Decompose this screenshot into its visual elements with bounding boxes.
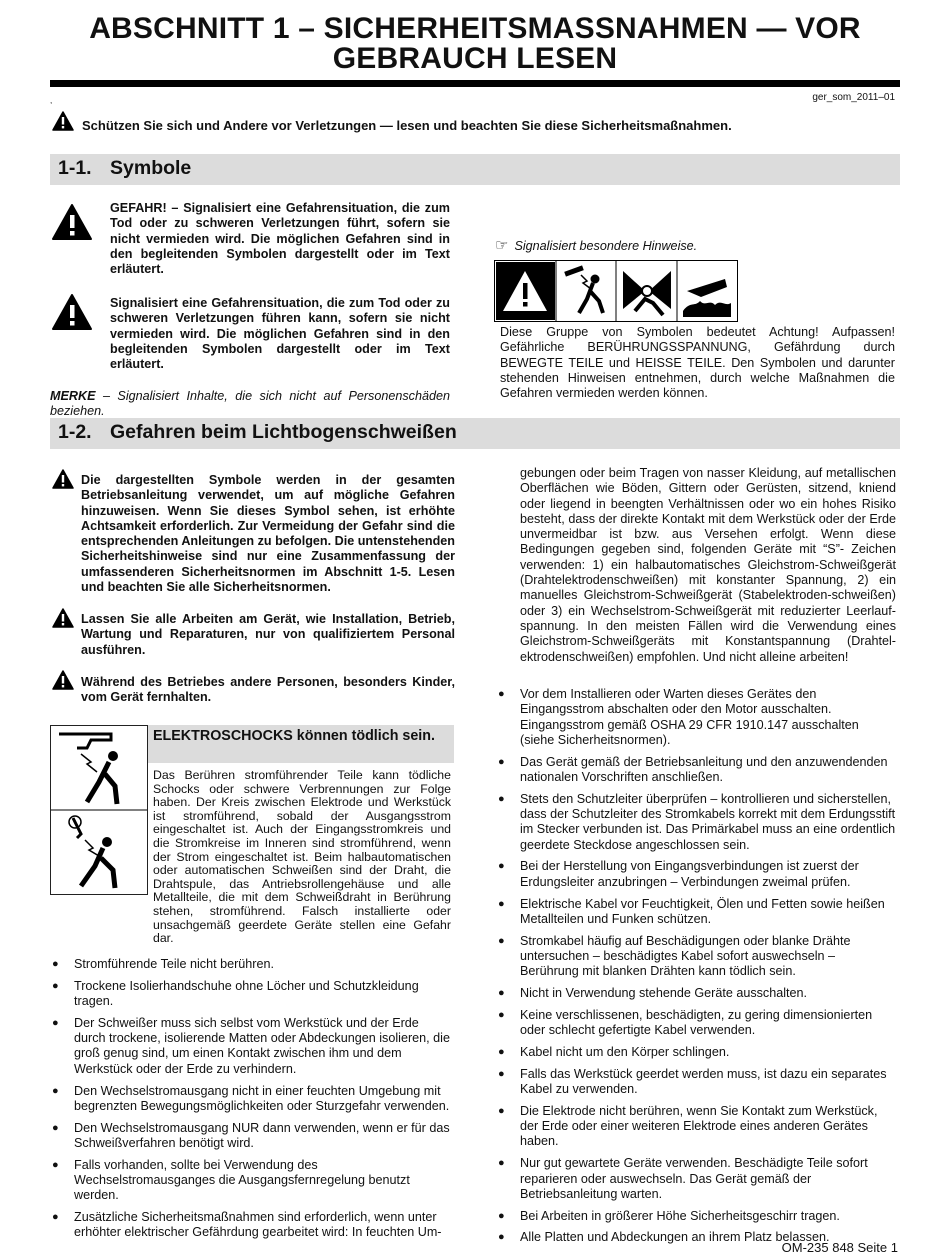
- title-line-1: ABSCHNITT 1 – SICHERHEITSMASSNAHMEN — VOR: [89, 12, 861, 45]
- list-item: ● Trockene Isolierhandschuhe ohne Löcher und Schutzkleidung tragen.: [50, 979, 452, 1010]
- list-item: ● Falls das Werkstück geerdet werden muss, ist dazu ein separates Kabel zu verwenden.: [496, 1067, 896, 1098]
- attention-icon: [496, 262, 555, 320]
- page-title: [40, 14, 910, 74]
- list-item: ● Der Schweißer muss sich selbst vom Werkstück und der Erde durch trockene, isolierende Matten oder Abdeckungen isolieren, die groß genug sind, um einen Kontakt zwischen ihm und dem Werkstück oder der Erde zu verhindern.: [50, 1016, 452, 1077]
- section-number: 1-2.: [58, 421, 92, 443]
- section-title: Gefahren beim Lichtbogenschweißen: [110, 421, 457, 443]
- hazard-title: ELEKTROSCHOCKS können tödlich sein.: [153, 728, 435, 744]
- list-item: ● Falls vorhanden, sollte bei Verwendung des Wechselstromausganges die Ausgangsfernregelung benutzt werden.: [50, 1158, 452, 1204]
- tick-mark: ,: [50, 96, 53, 105]
- list-item: ● Kabel nicht um den Körper schlingen.: [496, 1045, 896, 1060]
- warning-triangle-icon: [52, 111, 74, 131]
- merke-text: – Signalisiert Inhalte, die sich nicht auf Personenschäden beziehen.: [50, 389, 450, 419]
- list-item: ● Stromführende Teile nicht berühren.: [50, 957, 452, 972]
- list-item: ● Vor dem Installieren oder Warten dieses Gerätes den Eingangsstrom abschalten oder den Motor ausschalten. Eingangsstrom gemäß OSHA 29 CFR 1910.147 ausschalten (siehe Sicherheitsnormen).: [496, 687, 896, 748]
- symbol-group-description: Diese Gruppe von Symbolen bedeutet Achtung! Aufpassen! Gefährliche BERÜHRUNGSSPANNUNG, Gefährdung durch BEWEGTE TEILE und HEISSE TEILE. Den Symbolen und darunter stehenden Hinweisen entnehmen, durch welche Maßnahmen die Gefahren vermieden werden können.: [500, 325, 895, 401]
- list-item: ● Das Gerät gemäß der Betriebsanleitung und den anzuwendenden nationalen Vorschriften anschließen.: [496, 755, 896, 786]
- list-item: ● Bei der Herstellung von Eingangsverbindungen ist zuerst der Erdungsleiter anzubringen – Verbindungen zweimal prüfen.: [496, 859, 896, 890]
- warning-triangle-icon: [51, 293, 93, 331]
- warning-triangle-icon: [52, 608, 74, 628]
- electric-shock-hazard-title-box: [148, 725, 454, 763]
- list-item: ● Elektrische Kabel vor Feuchtigkeit, Ölen und Fetten sowie heißen Metallteilen und Funken schützen.: [496, 897, 896, 928]
- list-item: ● Stets den Schutzleiter überprüfen – kontrollieren und sicherstellen, dass der Schutzleiter des Stromkabels korrekt mit dem Erdungsstift im Stecker verbunden ist. Das Primärkabel muss an eine ordentlich geerdete Steckdose angeschlossen sein.: [496, 792, 896, 853]
- pointing-hand-icon: ☞: [495, 237, 509, 254]
- list-item: ● Keine verschlissenen, beschädigten, zu gering dimensionierten oder schlecht gefertigte Kabel verwenden.: [496, 1008, 896, 1039]
- moving-parts-icon: [623, 271, 671, 315]
- title-line-2: GEBRAUCH LESEN: [332, 42, 618, 75]
- hazard-description: Das Berühren stromführender Teile kann tödliche Schocks oder schwere Verbrennungen zur Folge haben. Der Kreis zwischen Elektrode und Werkstück ist stromführend, sobald der Ausgangsstrom eingeschaltet ist. Auch der Eingangsstromkreis und die Stromkreise im Inneren sind stromführend, wenn der Strom eingeschaltet ist. Beim halbautomatischen oder automatischen Schweißen sind der Draht, die Drahtspule, das Antriebsrollengehäuse und alle Metallteile, die mit dem Schweißdraht in Berührung stehen, stromführend. Falsch installierte oder unsachgemäß geerdete Geräte stellen eine Gefahr dar.: [153, 768, 451, 946]
- electrode-holder-shock-icon: [59, 734, 118, 804]
- list-item: ● Nicht in Verwendung stehende Geräte ausschalten.: [496, 986, 896, 1001]
- section-number: 1-1.: [58, 157, 92, 179]
- list-item: ● Bei Arbeiten in größerer Höhe Sicherheitsgeschirr tragen.: [496, 1209, 896, 1224]
- warning-triangle-icon: [52, 469, 74, 489]
- hazard-symbol-strip: [494, 260, 738, 322]
- title-rule: [50, 80, 900, 87]
- section-heading-arc-welding: [50, 418, 900, 449]
- list-item: ● Zusätzliche Sicherheitsmaßnahmen sind erforderlich, wenn unter erhöhter elektrischer Gefährdung gearbeitet wird: In feuchten Um-: [50, 1210, 452, 1241]
- list-item: ● Nur gut gewartete Geräte verwenden. Beschädigte Teile sofort reparieren oder auswechseln. Das Gerät gemäß der Betriebsanleitung warten.: [496, 1156, 896, 1202]
- list-item: ● Alle Platten und Abdeckungen an ihrem Platz belassen.: [496, 1230, 896, 1245]
- left-bullet-list: [50, 957, 452, 1247]
- list-item: ● Den Wechselstromausgang NUR dann verwenden, wenn er für das Schweißverfahren benötigt wird.: [50, 1121, 452, 1152]
- right-continuation-text: gebungen oder beim Tragen von nasser Kleidung, auf metallischen Oberflächen wie Böden, Gittern oder Gerüsten, sitzend, kniend oder liegend in beengten Verhältnissen oder wo ein hohes Risiko besteht, dass der direkte Kontakt mit dem Werkstück oder der Erde unvermeidbar ist bzw. aus Versehen erfolgt. Wenn diese Bedingungen gegeben sind, folgenden Geräte mit “S”- Zeichen verwenden: 1) ein halbautomatisches Gleichstrom-Schweißgerät (Drahtelektrodenschweißen) mit konstanter Spannung, 2) ein manuelles Gleichstrom-Schweißgerät (Stabelektroden-schweißen) oder 3) ein Wechselstrom-Schweißgerät mit reduzierter Leerlauf- spannung. In den meisten Fällen wird die Verwendung eines Gleichstrom-Schweißgeräts mit Konstantspannung (Drahtel- ektrodenschweißen) empfohlen. Und nicht alleine arbeiten!: [520, 466, 896, 664]
- warning-description: Signalisiert eine Gefahrensituation, die zum Tod oder zu schweren Verletzungen führen kann, sofern sie nicht vermieden wird. Die möglichen Gefahren sind in den begleitenden Symbolen dargestellt oder im Text erläutert.: [110, 296, 450, 372]
- electric-shock-icon-column: [50, 725, 148, 895]
- section-heading-symbole: [50, 154, 900, 185]
- torch-shock-icon: [69, 816, 115, 888]
- merke-label: MERKE: [50, 389, 96, 403]
- qualified-personnel-paragraph: Lassen Sie alle Arbeiten am Gerät, wie Installation, Betrieb, Wartung und Reparaturen, nur von qualifiziertem Personal ausführen.: [81, 612, 455, 657]
- list-item: ● Den Wechselstromausgang nicht in einer feuchten Umgebung mit begrenzten Bewegungsmöglichkeiten oder Sturzgefahr verwenden.: [50, 1084, 452, 1115]
- hinweis-line: [495, 238, 895, 254]
- intro-text: Schützen Sie sich und Andere vor Verletzungen — lesen und beachten Sie diese Sicherheitsmaßnahmen.: [82, 118, 732, 133]
- list-item: ● Stromkabel häufig auf Beschädigungen oder blanke Drähte untersuchen – beschädigtes Kabel sofort auswechseln – Berührung mit blanken Drähten kann tödlich sein.: [496, 934, 896, 980]
- danger-triangle-icon: [51, 203, 93, 241]
- column-gutter: [452, 386, 492, 406]
- arc-intro-paragraph: Die dargestellten Symbole werden in der gesamten Betriebsanleitung verwendet, um auf mögliche Gefahren hinzuweisen. Wenn Sie dieses Symbol sehen, ist erhöhte Achtsamkeit erforderlich. Zur Vermeidung der Gefahr sind die entsprechenden Anleitungen zu befolgen. Die untenstehenden Sicherheitshinweise sind nur eine Zusammenfassung der umfassenderen Sicherheitsnormen im Abschnitt 1-5. Lesen und beachten Sie alle Sicherheitsnormen.: [81, 473, 455, 595]
- keep-away-paragraph: Während des Betriebes andere Personen, besonders Kinder, vom Gerät fernhalten.: [81, 675, 455, 705]
- hinweis-text: Signalisiert besondere Hinweise.: [514, 239, 698, 253]
- section-title: Symbole: [110, 157, 192, 179]
- electric-shock-icon: [565, 266, 603, 313]
- merke-line-1: [50, 389, 450, 419]
- warning-triangle-icon: [52, 670, 74, 690]
- right-bullet-list: [496, 687, 896, 1252]
- page-footer: OM-235 848 Seite 1: [781, 1240, 898, 1255]
- document-id: ger_som_2011–01: [812, 92, 895, 103]
- list-item: ● Die Elektrode nicht berühren, wenn Sie Kontakt zum Werkstück, der Erde oder einer weiteren Elektrode eines anderen Gerätes haben.: [496, 1104, 896, 1150]
- danger-description: GEFAHR! – Signalisiert eine Gefahrensituation, die zum Tod oder zu schweren Verletzungen führt, sofern sie nicht vermieden wird. Die möglichen Gefahren sind in den begleitenden Symbolen dargestellt oder im Text erläutert.: [110, 201, 450, 277]
- hot-parts-icon: [683, 279, 731, 317]
